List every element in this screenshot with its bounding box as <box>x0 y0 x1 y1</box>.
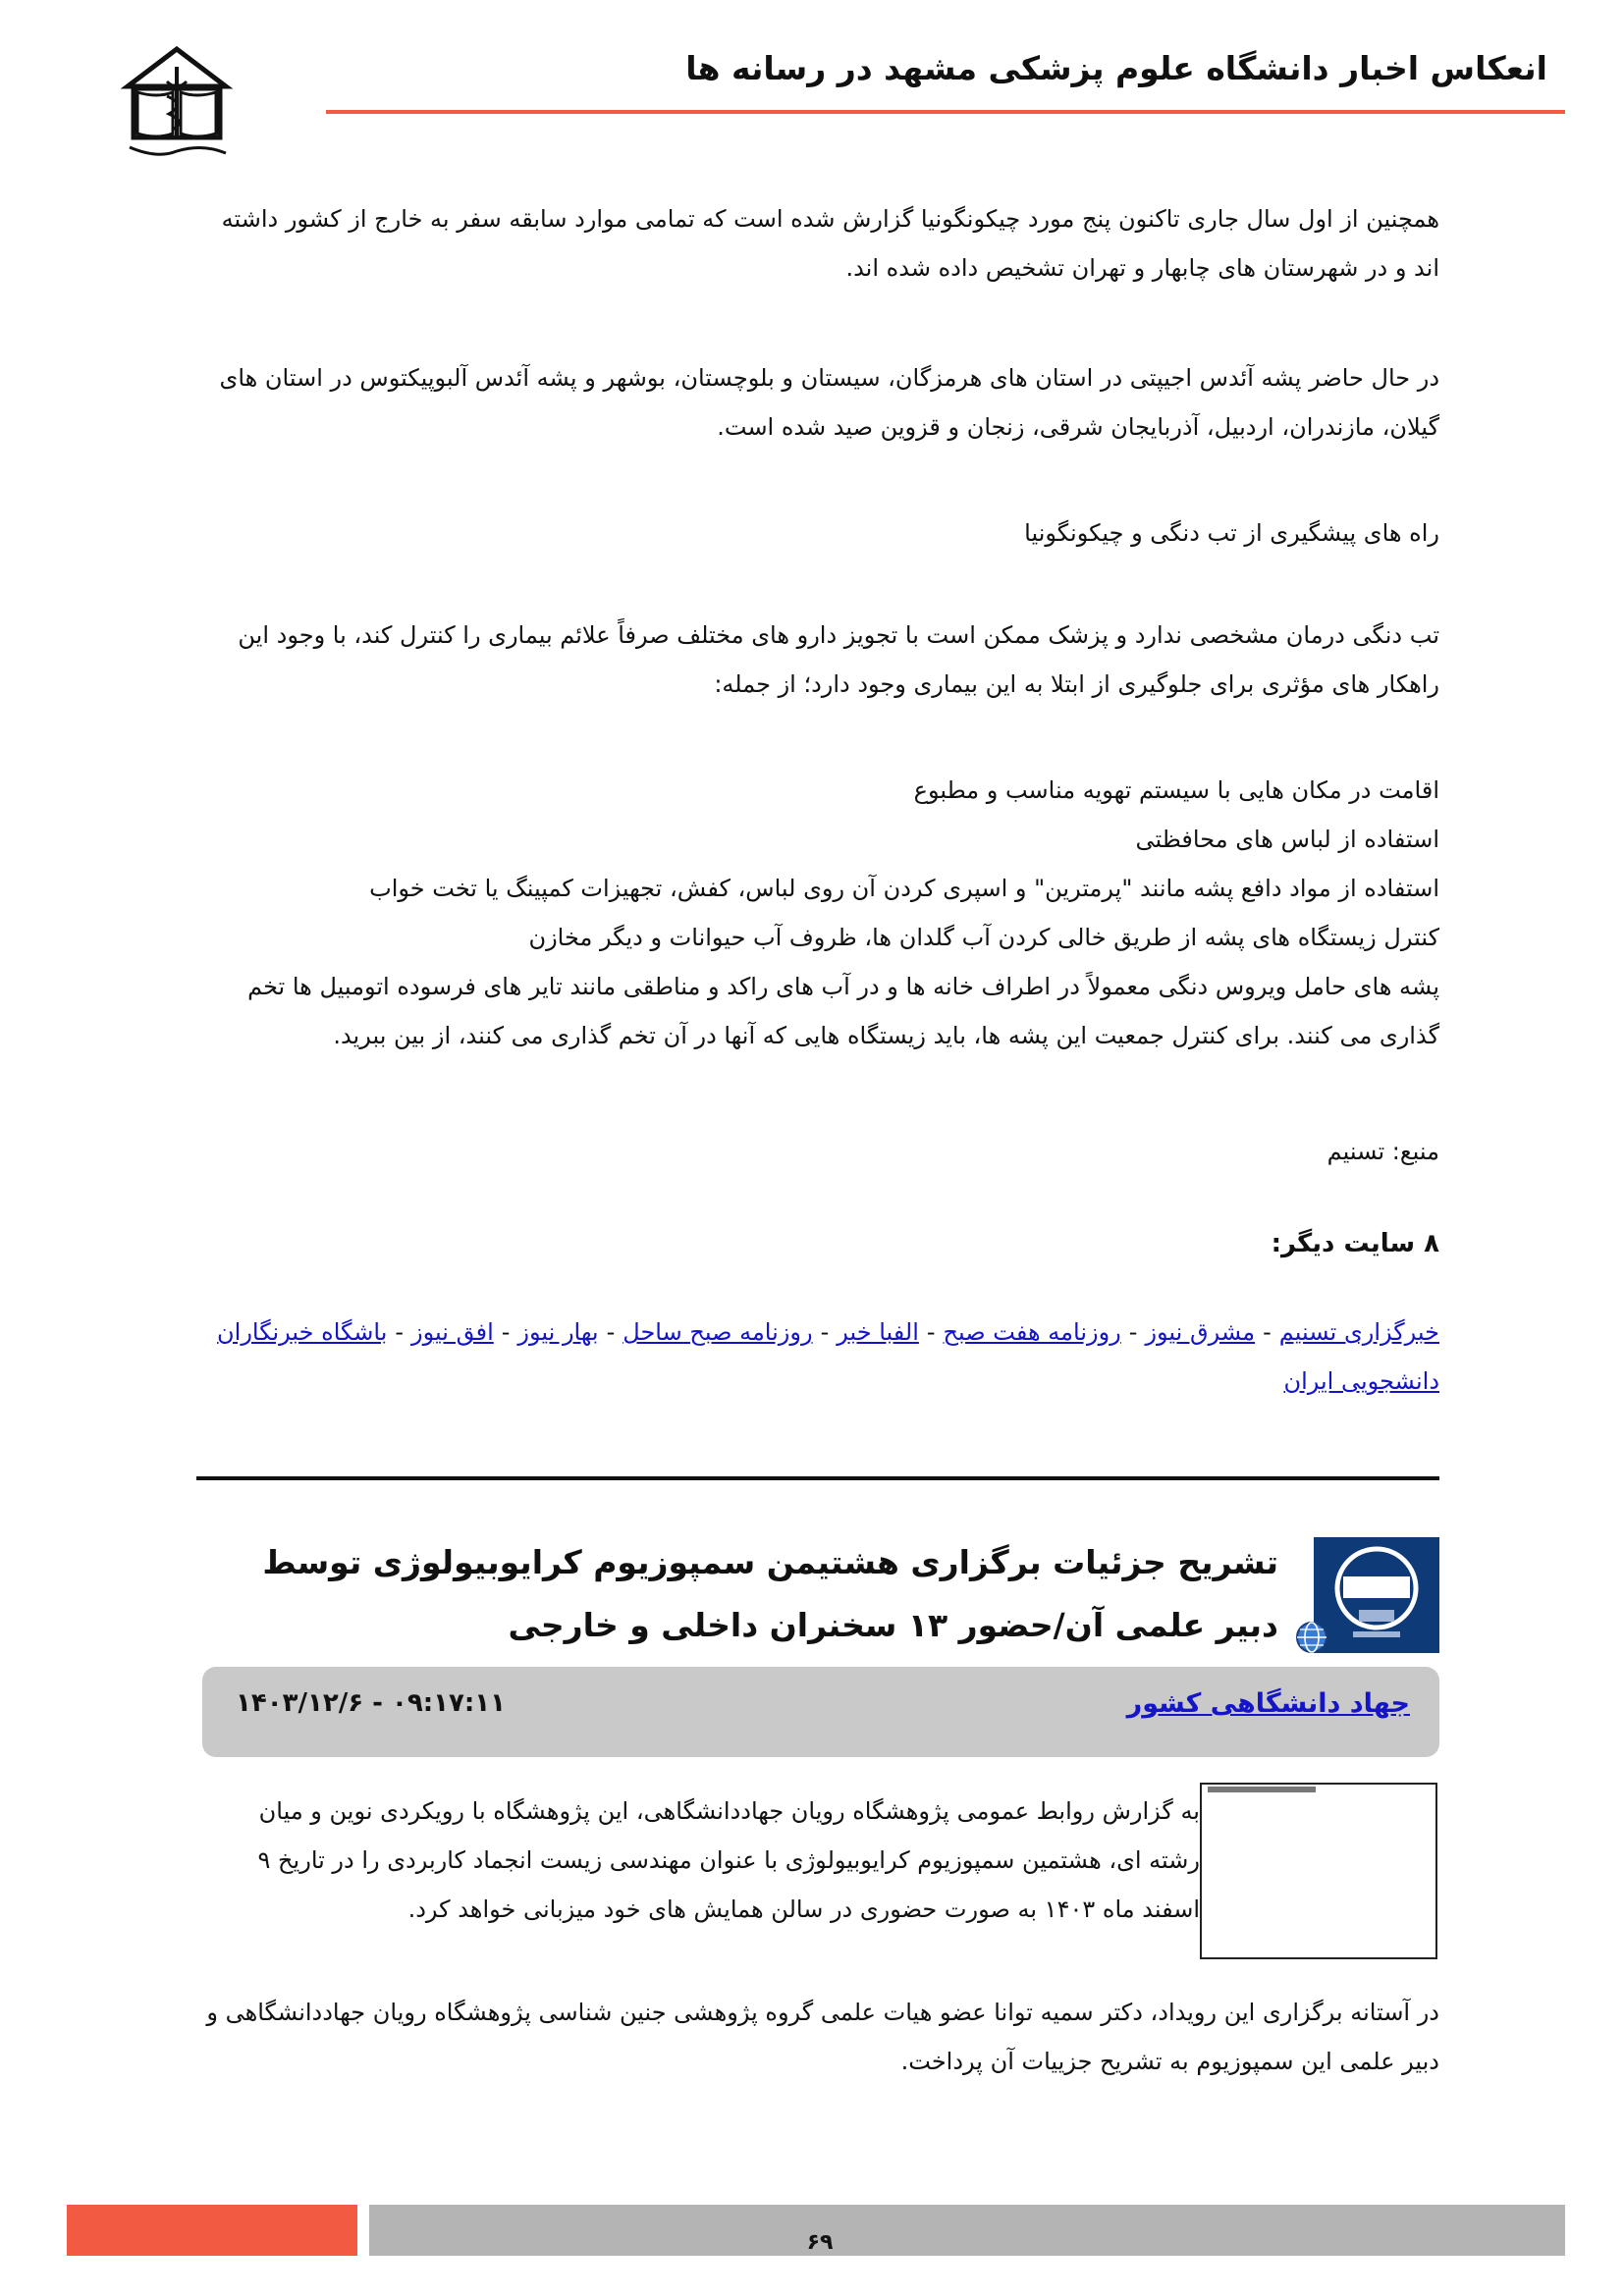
body-paragraph: تب دنگی درمان مشخصی ندارد و پزشک ممکن است با تجویز دارو های مختلف صرفاً علائم بیماری را کنترل کند، با وجود این راهکار های مؤثری برای جلوگیری از ابتلا به این بیماری وجود دارد؛ از جمله: <box>238 621 1439 698</box>
other-sites-links <box>202 1308 1439 1406</box>
article-paragraph: در آستانه برگزاری این رویداد، دکتر سمیه توانا عضو هیات علمی گروه پژوهشی جنین شناسی پژوهشگاه رویان جهاددانشگاهی و دبیر علمی این سمپوزیوم به تشریح جزییات آن پرداخت. <box>206 1999 1439 2075</box>
article-divider <box>196 1476 1439 1480</box>
list-item: استفاده از لباس های محافظتی <box>1135 826 1439 853</box>
link-separator: - <box>1263 1318 1272 1346</box>
list-item: اقامت در مکان هایی با سیستم تهویه مناسب و مطبوع <box>913 776 1439 804</box>
link-separator: - <box>1128 1318 1138 1346</box>
article-datetime: ۱۴۰۳/۱۲/۶ - ۰۹:۱۷:۱۱ <box>236 1688 506 1718</box>
university-logo-icon <box>108 37 245 175</box>
page-title: انعکاس اخبار دانشگاه علوم پزشکی مشهد در رسانه ها <box>685 49 1547 87</box>
list-item: پشه های حامل ویروس دنگی معمولاً در اطراف خانه ها و در آب های راکد و مناطقی مانند تایر های فرسوده اتومبیل ها تخم گذاری می کنند. برای کنترل جمعیت این پشه ها، باید زیستگاه هایی که آنها در آن تخم گذاری می کنند، از بین ببرید. <box>247 973 1439 1049</box>
article-title: تشریح جزئیات برگزاری هشتیمن سمپوزیوم کرایوبیولوژی توسط دبیر علمی آن/حضور ۱۳ سخنران داخلی و خارجی <box>262 1543 1278 1644</box>
link-ofoghnews[interactable]: افق نیوز <box>411 1318 494 1346</box>
footer-accent-bar <box>67 2205 357 2256</box>
source-line: منبع: تسنیم <box>1326 1138 1439 1165</box>
agency-logo <box>1314 1537 1439 1653</box>
agency-link[interactable]: جهاد دانشگاهی کشور <box>1126 1688 1410 1719</box>
link-separator: - <box>501 1318 511 1346</box>
header-divider <box>326 110 1565 114</box>
jahad-logo-icon <box>1314 1537 1439 1653</box>
link-separator: - <box>395 1318 405 1346</box>
link-separator: - <box>606 1318 616 1346</box>
link-separator: - <box>926 1318 936 1346</box>
link-sobhesahel[interactable]: روزنامه صبح ساحل <box>623 1318 813 1346</box>
list-item: استفاده از مواد دافع پشه مانند "پرمترین" و اسپری کردن آن روی لباس، کفش، تجهیزات کمپینگ یا تخت خواب <box>369 875 1439 902</box>
section-heading: راه های پیشگیری از تب دنگی و چیکونگونیا <box>1024 519 1439 547</box>
link-yjc[interactable]: باشگاه خبرنگاران دانشجویی ایران <box>217 1318 1439 1395</box>
link-haftsobh[interactable]: روزنامه هفت صبح <box>943 1318 1121 1346</box>
footer-bar <box>369 2205 1565 2256</box>
article-image <box>1200 1783 1437 1959</box>
globe-icon[interactable] <box>1294 1620 1329 1655</box>
link-baharnews[interactable]: بهار نیوز <box>517 1318 599 1346</box>
body-paragraph: همچنین از اول سال جاری تاکنون پنج مورد چیکونگونیا گزارش شده است که تمامی موارد سابقه سفر به خارج از کشور داشته اند و در شهرستان های چابهار و تهران تشخیص داده شده اند. <box>221 205 1439 282</box>
body-paragraph: در حال حاضر پشه آئدس اجیپتی در استان های هرمزگان، سیستان و بلوچستان، بوشهر و پشه آئدس آلبوپیکتوس در استان های گیلان، مازندران، اردبیل، آذربایجان شرقی، زنجان و قزوین صید شده است. <box>219 364 1439 441</box>
link-separator: - <box>820 1318 830 1346</box>
article-paragraph: به گزارش روابط عمومی پژوهشگاه رویان جهاددانشگاهی، این پژوهشگاه با رویکردی نوین و میان رشته ای، هشتمین سمپوزیوم کرایوبیولوژی با عنوان مهندسی زیست انجماد کاربردی را در تاریخ ۹ اسفند ماه ۱۴۰۳ به صورت حضوری در سالن همایش های خود میزبانی خواهد کرد. <box>257 1797 1200 1923</box>
list-item: کنترل زیستگاه های پشه از طریق خالی کردن آب گلدان ها، ظروف آب حیوانات و دیگر مخازن <box>528 924 1439 951</box>
prevention-list <box>202 766 1439 1060</box>
image-placeholder-caption <box>1208 1787 1316 1792</box>
other-sites-heading: ۸ سایت دیگر: <box>1271 1229 1439 1258</box>
link-mashregh[interactable]: مشرق نیوز <box>1145 1318 1256 1346</box>
article-info-bar <box>202 1667 1439 1757</box>
link-tasnim[interactable]: خبرگزاری تسنیم <box>1278 1318 1439 1346</box>
page-number: ۶۹ <box>806 2230 834 2255</box>
link-alefba[interactable]: الفبا خبر <box>837 1318 919 1346</box>
